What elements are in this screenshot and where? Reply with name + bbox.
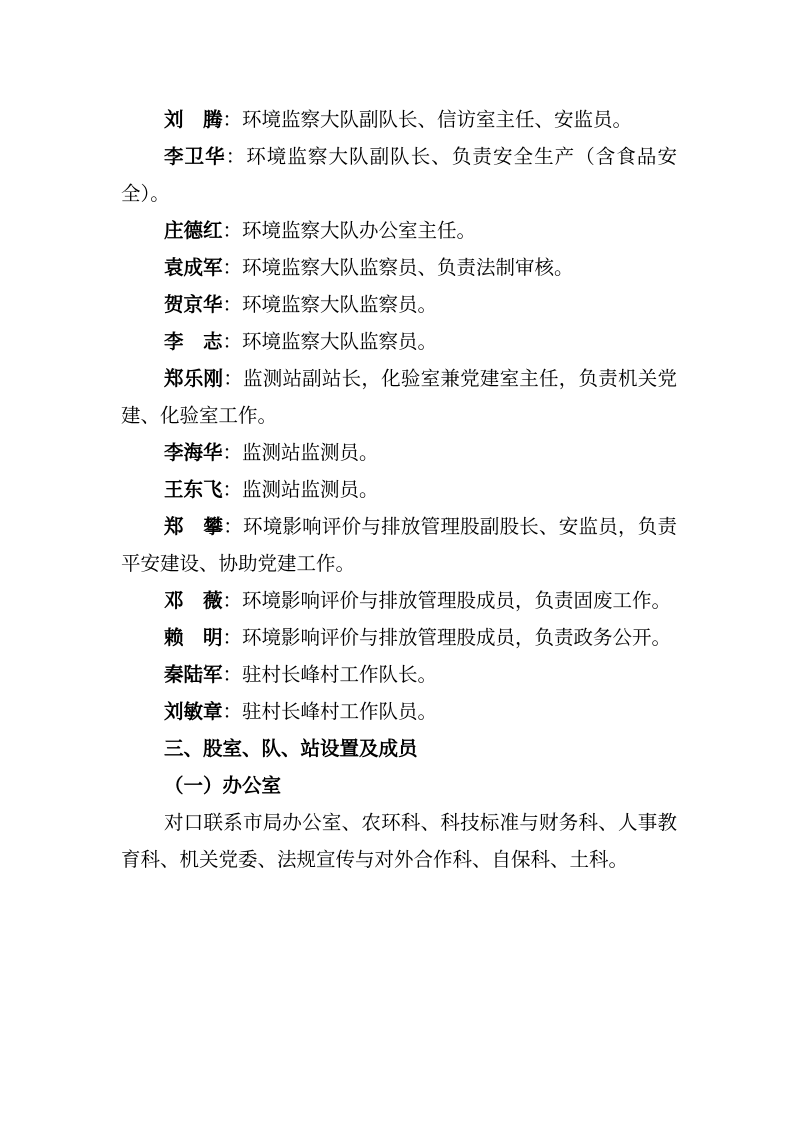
staff-duty: 环境监察大队监察员。 bbox=[242, 293, 438, 316]
staff-entry-lai-ming bbox=[121, 619, 677, 656]
staff-entry-liu-teng bbox=[121, 101, 677, 138]
staff-entry-qin-lujun bbox=[121, 656, 677, 693]
staff-name: 秦陆军 bbox=[164, 663, 223, 686]
staff-entry-li-weihua bbox=[121, 138, 677, 212]
staff-entry-zheng-legang bbox=[121, 360, 677, 434]
subsection-heading: （一）办公室 bbox=[164, 774, 282, 797]
staff-name: 赖 明 bbox=[164, 626, 223, 649]
staff-duty: 环境监察大队副队长、负责安全生产（含食品安全）。 bbox=[121, 145, 677, 205]
section-heading: 三、股室、队、站设置及成员 bbox=[164, 737, 418, 760]
staff-duty: 环境影响评价与排放管理股副股长、安监员，负责平安建设、协助党建工作。 bbox=[121, 515, 677, 575]
staff-name: 郑 攀 bbox=[164, 515, 224, 538]
staff-name: 李海华 bbox=[164, 441, 223, 464]
staff-entry-li-zhi bbox=[121, 323, 677, 360]
staff-entry-he-jinghua bbox=[121, 286, 677, 323]
staff-name: 郑乐刚 bbox=[164, 367, 224, 390]
staff-separator: ： bbox=[222, 219, 243, 242]
staff-separator: ： bbox=[222, 108, 243, 131]
staff-separator: ： bbox=[222, 478, 243, 501]
staff-name: 贺京华 bbox=[164, 293, 223, 316]
document-body bbox=[121, 101, 677, 878]
staff-separator: ： bbox=[222, 256, 243, 279]
staff-duty: 环境监察大队副队长、信访室主任、安监员。 bbox=[242, 108, 633, 131]
staff-separator: ： bbox=[222, 293, 243, 316]
staff-duty: 环境监察大队监察员、负责法制审核。 bbox=[242, 256, 574, 279]
staff-separator: ： bbox=[222, 663, 243, 686]
staff-name: 庄德红 bbox=[164, 219, 223, 242]
staff-duty: 监测站监测员。 bbox=[242, 478, 379, 501]
staff-separator: ： bbox=[223, 515, 243, 538]
staff-entry-yuan-chengjun bbox=[121, 249, 677, 286]
staff-separator: ： bbox=[223, 367, 243, 390]
office-paragraph: 对口联系市局办公室、农环科、科技标准与财务科、人事教育科、机关党委、法规宣传与对外合作科、自保科、土科。 bbox=[121, 811, 677, 871]
staff-name: 李卫华 bbox=[164, 145, 226, 168]
staff-separator: ： bbox=[222, 441, 243, 464]
staff-name: 刘敏章 bbox=[164, 700, 223, 723]
staff-separator: ： bbox=[225, 145, 247, 168]
staff-entry-zheng-pan bbox=[121, 508, 677, 582]
staff-duty: 监测站副站长，化验室兼党建室主任，负责机关党建、化验室工作。 bbox=[121, 367, 677, 427]
staff-separator: ： bbox=[222, 330, 243, 353]
staff-entry-zhuang-dehong bbox=[121, 212, 677, 249]
staff-name: 刘 腾 bbox=[164, 108, 223, 131]
staff-name: 王东飞 bbox=[164, 478, 223, 501]
staff-name: 邓 薇 bbox=[164, 589, 223, 612]
staff-duty: 监测站监测员。 bbox=[242, 441, 379, 464]
staff-name: 李 志 bbox=[164, 330, 223, 353]
staff-duty: 环境监察大队办公室主任。 bbox=[242, 219, 477, 242]
staff-separator: ： bbox=[222, 589, 243, 612]
staff-name: 袁成军 bbox=[164, 256, 223, 279]
staff-entry-li-haihua bbox=[121, 434, 677, 471]
staff-separator: ： bbox=[222, 700, 243, 723]
staff-entry-wang-dongfei bbox=[121, 471, 677, 508]
staff-duty: 环境影响评价与排放管理股成员，负责政务公开。 bbox=[242, 626, 672, 649]
staff-duty: 驻村长峰村工作队员。 bbox=[242, 700, 438, 723]
staff-separator: ： bbox=[222, 626, 243, 649]
staff-entry-liu-minzhang bbox=[121, 693, 677, 730]
staff-duty: 环境影响评价与排放管理股成员，负责固废工作。 bbox=[242, 589, 672, 612]
staff-duty: 驻村长峰村工作队长。 bbox=[242, 663, 438, 686]
staff-entry-deng-wei bbox=[121, 582, 677, 619]
staff-duty: 环境监察大队监察员。 bbox=[242, 330, 438, 353]
